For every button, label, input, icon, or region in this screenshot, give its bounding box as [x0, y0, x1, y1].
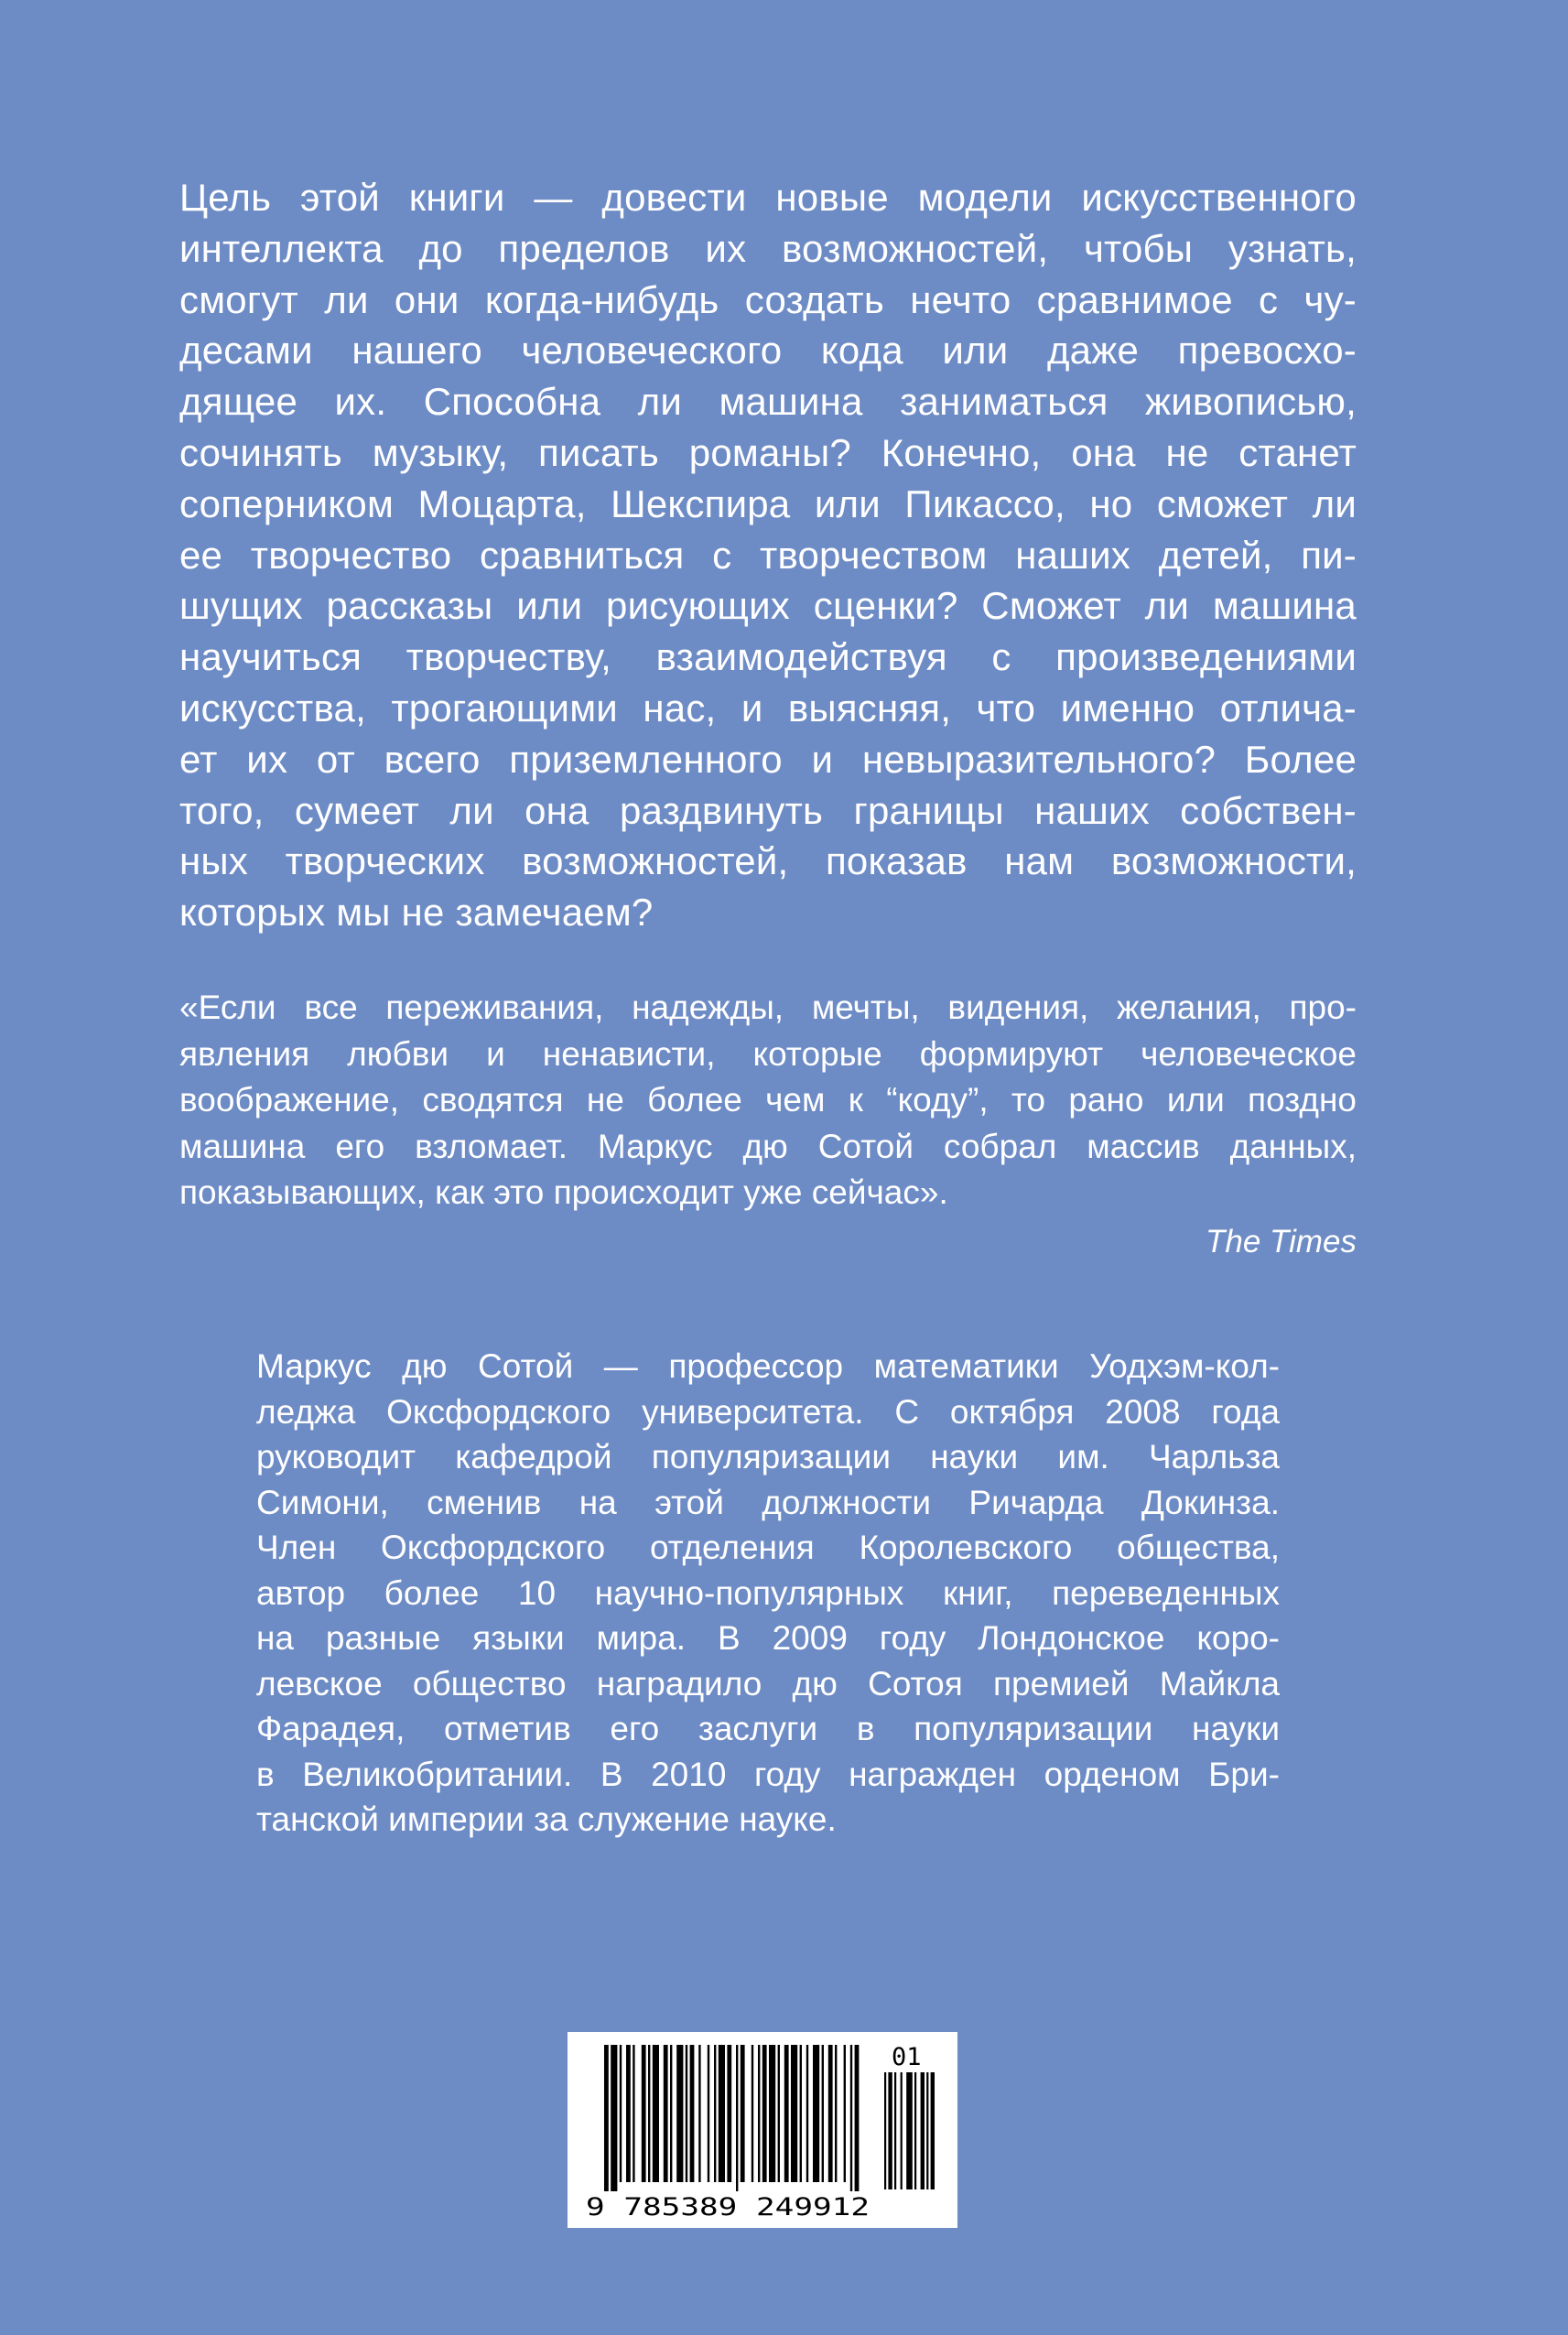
- barcode-bar: [822, 2045, 824, 2182]
- barcode-bar: [741, 2045, 745, 2182]
- barcode-bar: [791, 2045, 797, 2182]
- barcode-bar: [620, 2045, 622, 2182]
- barcode-bar: [844, 2045, 846, 2182]
- barcode-bar: [850, 2045, 852, 2191]
- blurb-line: ных творческих возможностей, показав нам возможности,: [179, 839, 1357, 883]
- isbn-barcode: [568, 2032, 957, 2228]
- bio-line: Фарадея, отметив его заслуги в популяризации науки: [256, 1710, 1280, 1747]
- barcode-bar: [690, 2045, 695, 2182]
- barcode-bar: [648, 2045, 650, 2182]
- blurb-line: искусства, трогающими нас, и выясняя, что именно отлича-: [179, 686, 1357, 730]
- quote-line: показывающих, как это происходит уже сейчас».: [179, 1173, 948, 1211]
- bio-line: на разные языки мира. В 2009 году Лондонское коро-: [256, 1619, 1280, 1657]
- blurb-line: ет их от всего приземленного и невыразительного? Более: [179, 737, 1357, 781]
- barcode-bar: [727, 2045, 731, 2182]
- barcode-bar: [736, 2045, 738, 2191]
- barcode-addon-number: 01: [892, 2043, 922, 2071]
- quote-line: «Если все переживания, надежды, мечты, видения, желания, про-: [179, 989, 1357, 1026]
- barcode-bars: [604, 2045, 859, 2191]
- barcode-bar: [642, 2045, 646, 2182]
- blurb-line: десами нашего человеческого кода или даже превосхо-: [179, 329, 1357, 373]
- blurb-line: дящее их. Способна ли машина заниматься живописью,: [179, 380, 1357, 424]
- barcode-bar: [686, 2045, 687, 2182]
- barcode-bar: [698, 2045, 700, 2182]
- blurb-line: научиться творчеству, взаимодействуя с произведениями: [179, 635, 1357, 679]
- bio-line: автор более 10 научно-популярных книг, переведенных: [256, 1573, 1280, 1612]
- barcode-addon-bar: [931, 2072, 935, 2189]
- blurb-line: того, сумеет ли она раздвинуть границы наших собствен-: [179, 788, 1357, 832]
- barcode-bar: [670, 2045, 672, 2182]
- barcode-bar: [676, 2045, 683, 2182]
- barcode-addon-bar: [906, 2072, 913, 2189]
- review-quote: [179, 985, 1357, 1216]
- bio-line: Маркус дю Сотой — профессор математики Уодхэм-кол-: [256, 1347, 1280, 1385]
- barcode-bar: [784, 2045, 789, 2182]
- quote-line: машина его взломает. Маркус дю Сотой собрал массив данных,: [179, 1127, 1357, 1165]
- barcode-bar: [828, 2045, 833, 2182]
- barcode-addon-bar: [921, 2072, 925, 2189]
- bio-line: левское общество наградило дю Сотоя премией Майкла: [256, 1664, 1280, 1703]
- blurb-line: ее творчество сравниться с творчеством наших детей, пи-: [179, 533, 1357, 577]
- barcode-bar: [633, 2045, 634, 2182]
- bio-line: леджа Оксфордского университета. С октября 2008 года: [256, 1392, 1280, 1431]
- blurb-line: которых мы не замечаем?: [179, 891, 654, 935]
- barcode-addon-bar: [901, 2072, 903, 2189]
- quote-line: воображение, сводятся не более чем к “коду”, то рано или поздно: [179, 1081, 1357, 1119]
- barcode-addon-bar: [914, 2072, 916, 2189]
- barcode-bar: [762, 2045, 767, 2182]
- blurb-line: соперником Моцарта, Шекспира или Пикассо, но сможет ли: [179, 481, 1357, 525]
- barcode-addon-bar: [884, 2072, 886, 2189]
- bio-line: руководит кафедрой популяризации науки им. Чарльза: [256, 1438, 1280, 1476]
- barcode-bar: [752, 2045, 753, 2182]
- barcode-bar: [714, 2045, 716, 2182]
- barcode-bar: [719, 2045, 725, 2182]
- barcode-bar: [664, 2045, 668, 2182]
- author-bio: [256, 1344, 1280, 1843]
- barcode-addon-bar: [926, 2072, 928, 2189]
- barcode-addon-bar: [894, 2072, 896, 2189]
- barcode-number: 9 785389 249912: [586, 2193, 870, 2221]
- blurb-line: шущих рассказы или рисующих сценки? Сможет ли машина: [179, 584, 1357, 628]
- bio-line: танской империи за служение науке.: [256, 1800, 837, 1838]
- blurb-text: [179, 172, 1357, 938]
- blurb-line: смогут ли они когда-нибудь создать нечто сравнимое с чу-: [179, 277, 1357, 321]
- bio-line: Симони, сменив на этой должности Ричарда Докинза.: [256, 1483, 1280, 1521]
- barcode-bar: [604, 2045, 609, 2191]
- quote-line: явления любви и ненависти, которые формируют человеческое: [179, 1034, 1357, 1073]
- barcode-bar: [708, 2045, 709, 2182]
- blurb-line: интеллекта до пределов их возможностей, чтобы узнать,: [179, 226, 1357, 270]
- barcode-bar: [758, 2045, 760, 2182]
- barcode-bar: [835, 2045, 837, 2182]
- blurb-line: Цель этой книги — довести новые модели искусственного: [179, 176, 1357, 219]
- barcode-bar: [800, 2045, 802, 2182]
- barcode-bar: [855, 2045, 860, 2191]
- bio-line: Член Оксфордского отделения Королевского общества,: [256, 1529, 1280, 1566]
- barcode-addon-bar: [888, 2072, 892, 2189]
- barcode-bar: [806, 2045, 808, 2182]
- barcode-addon-bars: [884, 2072, 935, 2189]
- quote-source: The Times: [1205, 1224, 1357, 1259]
- barcode-graphic: [568, 2032, 957, 2228]
- barcode-bar: [611, 2045, 617, 2191]
- blurb-line: сочинять музыку, писать романы? Конечно, она не станет: [179, 430, 1357, 474]
- bio-line: в Великобритании. В 2010 году награжден орденом Бри-: [256, 1755, 1280, 1793]
- barcode-bar: [813, 2045, 819, 2182]
- barcode-bar: [626, 2045, 631, 2182]
- barcode-bar: [653, 2045, 659, 2182]
- barcode-bar: [778, 2045, 780, 2182]
- barcode-bar: [769, 2045, 775, 2182]
